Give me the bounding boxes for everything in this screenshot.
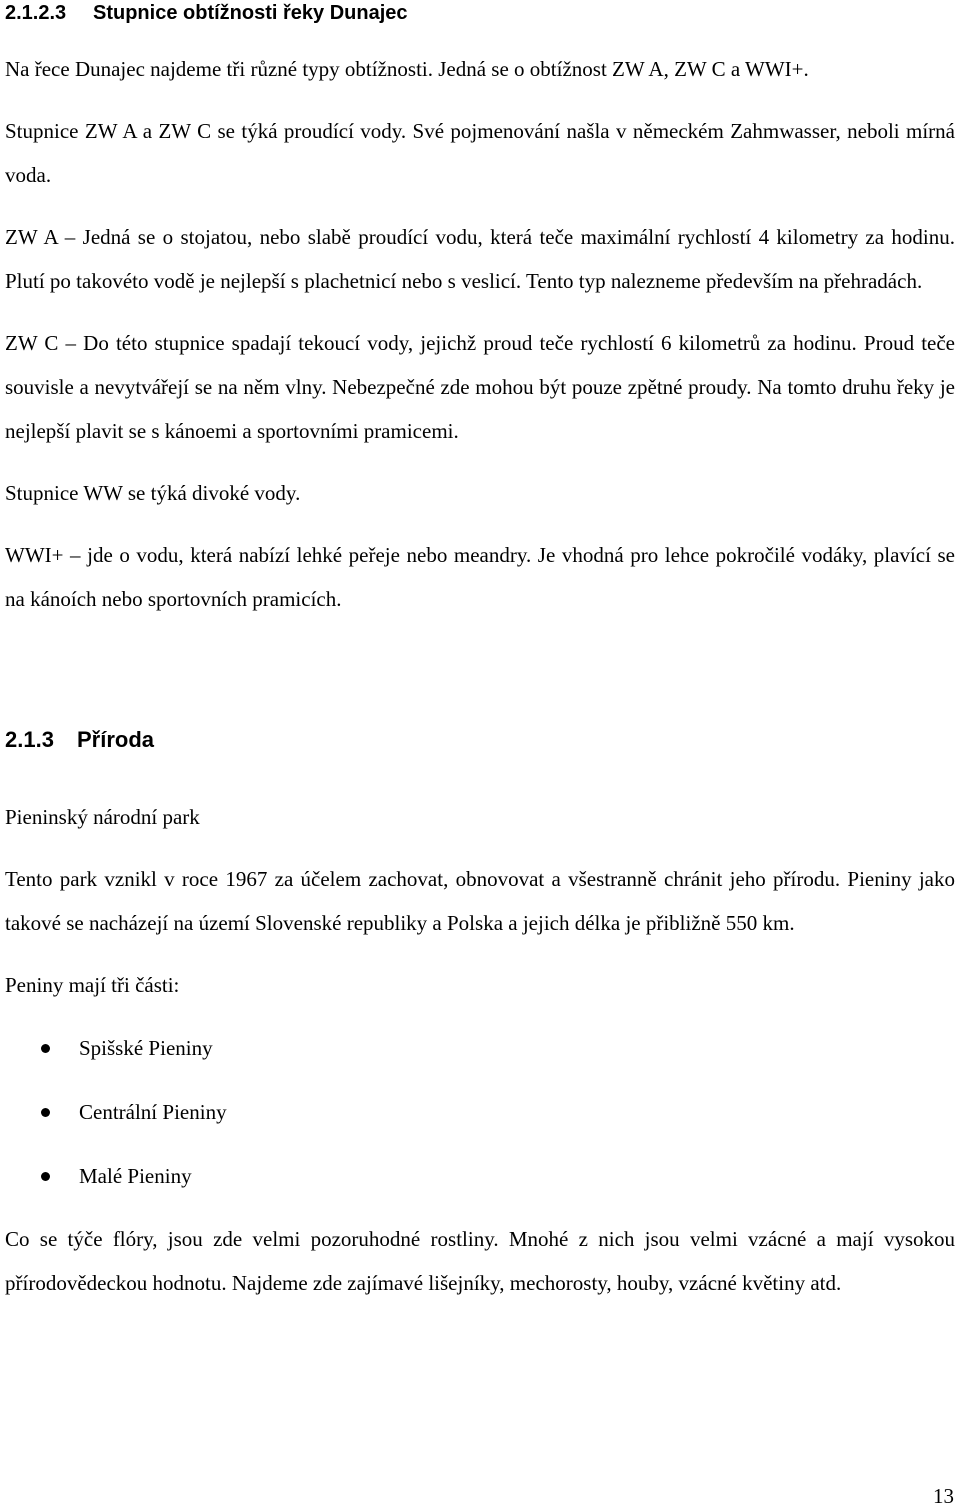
parts-list	[5, 1033, 955, 1191]
paragraph-zw-scale: Stupnice ZW A a ZW C se týká proudící vody. Své pojmenování našla v německém Zahmwasser, neboli mírná voda.	[5, 119, 955, 187]
section-title: Stupnice obtížnosti řeky Dunajec	[93, 2, 408, 24]
bullet-icon	[41, 1172, 50, 1181]
paragraph-flora: Co se týče flóry, jsou zde velmi pozoruhodné rostliny. Mnohé z nich jsou velmi vzácné a mají vysokou přírodovědeckou hodnotu. Najdeme zde zajímavé lišejníky, mechorosty, houby, vzácné květiny atd.	[5, 1227, 955, 1295]
paragraph-park-history: Tento park vznikl v roce 1967 za účelem zachovat, obnovovat a všestranně chránit jeho přírodu. Pieniny jako takové se nacházejí na území Slovenské republiky a Polska a jejich délka je přibližně 550 km.	[5, 867, 955, 935]
paragraph-intro: Na řece Dunajec najdeme tři různé typy obtížnosti. Jedná se o obtížnost ZW A, ZW C a WWI+.	[5, 57, 809, 81]
section-heading-nature	[5, 725, 955, 755]
list-item: Spišské Pieniny	[5, 1033, 955, 1063]
list-item: Malé Pieniny	[5, 1161, 955, 1191]
list-item: Centrální Pieniny	[5, 1097, 955, 1127]
paragraph-parts-intro: Peniny mají tři části:	[5, 973, 180, 997]
paragraph-zw-a: ZW A – Jedná se o stojatou, nebo slabě proudící vodu, která teče maximální rychlostí 4 kilometry za hodinu. Plutí po takovéto vodě je nejlepší s plachetnicí nebo s veslicí. Tento typ nalezneme především na přehradách.	[5, 225, 955, 293]
bullet-icon	[41, 1044, 50, 1053]
paragraph-wwi-plus: WWI+ – jde o vodu, která nabízí lehké peřeje nebo meandry. Je vhodná pro lehce pokročilé vodáky, plavící se na kánoích nebo sportovních pramicích.	[5, 543, 955, 611]
section-title: Příroda	[77, 727, 155, 752]
page-number: 13	[933, 1484, 954, 1508]
document-page	[5, 0, 955, 1305]
section-heading-river-difficulty	[5, 0, 955, 26]
paragraph-zw-c: ZW C – Do této stupnice spadají tekoucí vody, jejichž proud teče rychlostí 6 kilometrů za hodinu. Proud teče souvisle a nevytvářejí se na něm vlny. Nebezpečné zde mohou být pouze zpětné proudy. Na tomto druhu řeky je nejlepší plavit se s kánoemi a sportovními pramicemi.	[5, 331, 955, 443]
bullet-icon	[41, 1108, 50, 1117]
section-number: 2.1.3	[5, 727, 54, 752]
paragraph-ww-scale: Stupnice WW se týká divoké vody.	[5, 481, 301, 505]
subheading-national-park: Pieninský národní park	[5, 805, 200, 829]
section-number: 2.1.2.3	[5, 2, 67, 24]
